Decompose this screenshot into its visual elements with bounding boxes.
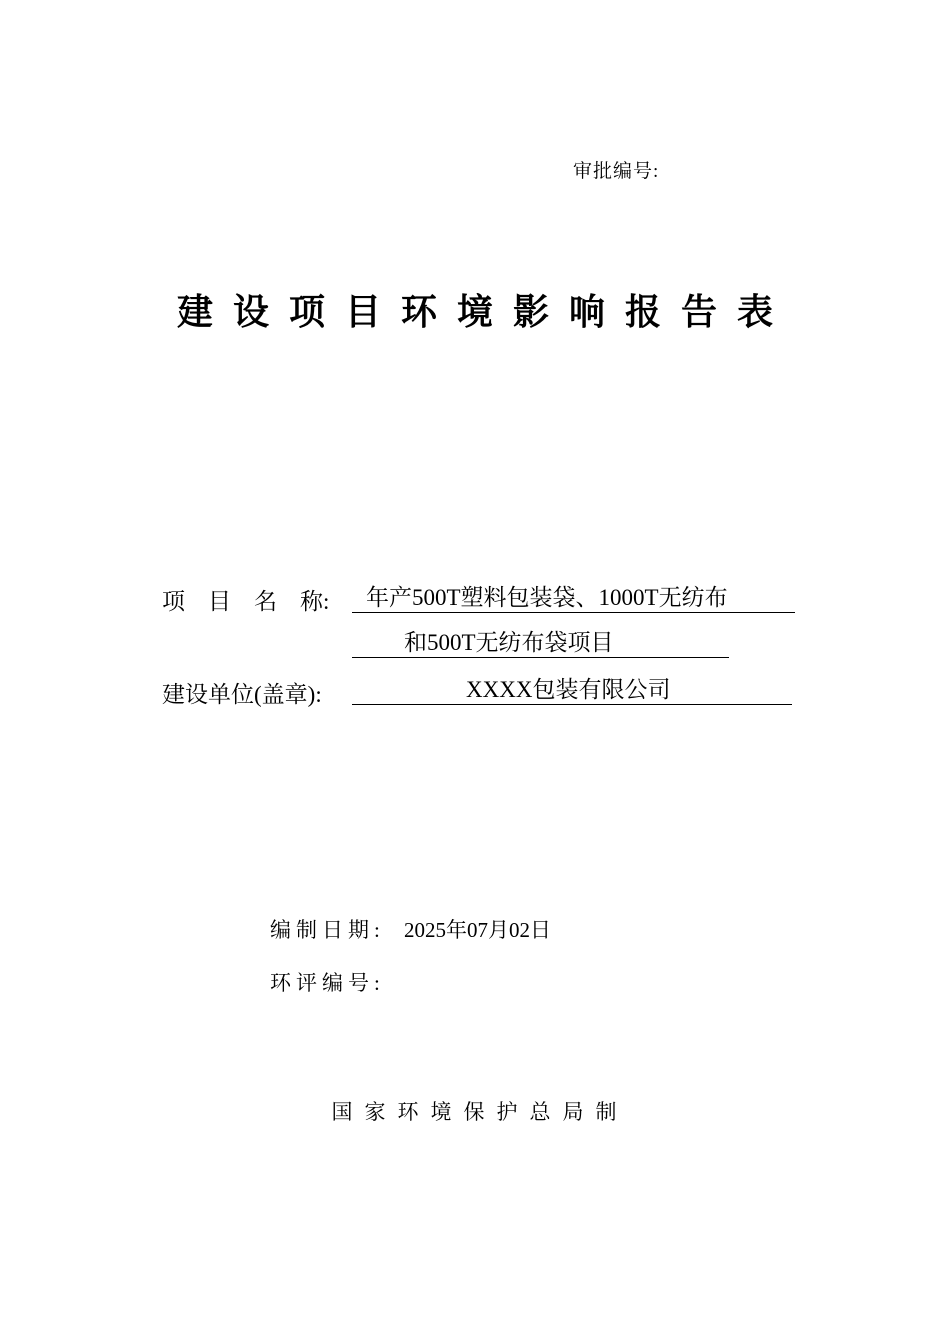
project-name-value-line2: 和500T无纺布袋项目 <box>352 628 729 658</box>
approval-number-label: 审批编号: <box>573 161 660 182</box>
issuing-authority: 国家环境保护总局制 <box>331 1100 629 1124</box>
compile-date-value: 2025年07月02日 <box>404 918 551 942</box>
construction-unit-value: XXXX包装有限公司 <box>352 675 792 705</box>
compile-date-label: 编制日期: <box>270 918 385 942</box>
project-name-value-line1: 年产500T塑料包装袋、1000T无纺布 <box>352 583 795 613</box>
construction-unit-label: 建设单位(盖章): <box>162 682 322 707</box>
project-name-label: 项 目 名 称: <box>162 589 330 614</box>
document-title: 建设项目环境影响报告表 <box>176 292 793 332</box>
eia-number-label: 环评编号: <box>270 971 385 995</box>
